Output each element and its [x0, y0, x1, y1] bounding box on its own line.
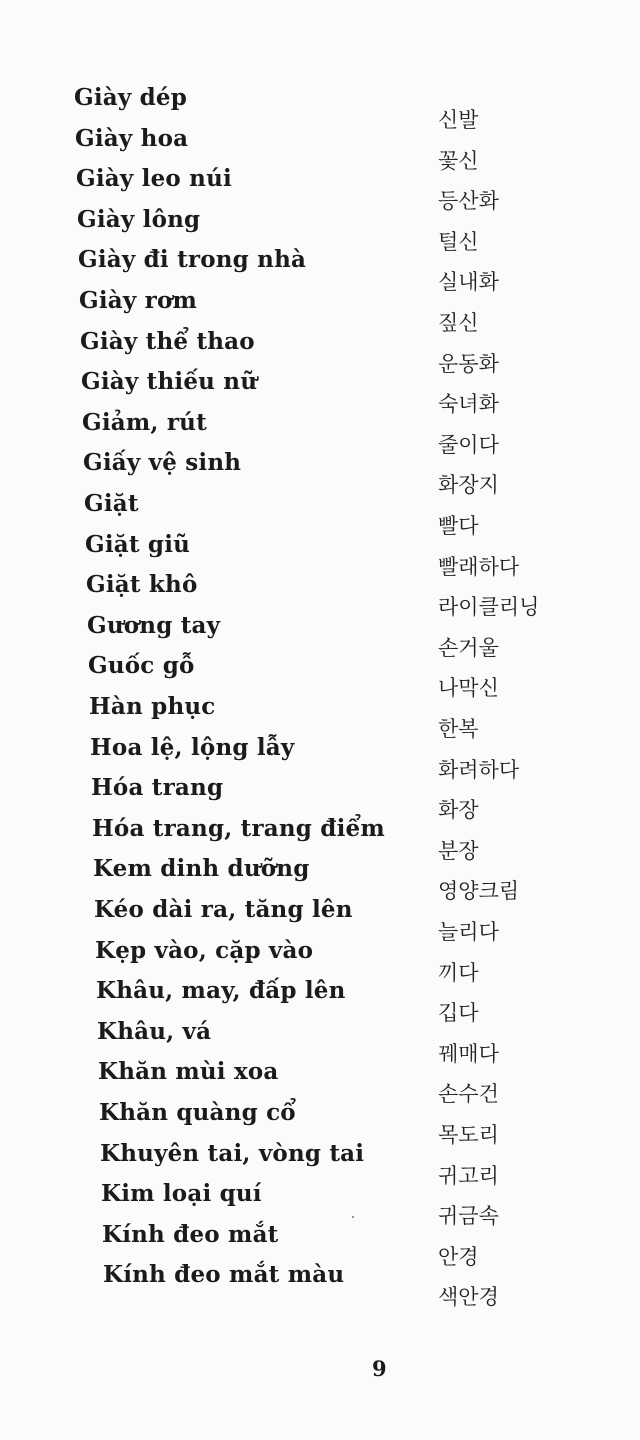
korean-term: 목도리: [438, 1123, 499, 1147]
korean-term: 귀금속: [438, 1204, 499, 1229]
entry-row: [0, 652, 640, 701]
korean-term: 화려하다: [438, 757, 520, 782]
entry-row: [0, 408, 640, 457]
entry-row: [0, 246, 640, 295]
entry-row: [0, 1017, 640, 1066]
vietnamese-term: Khuyên tai, vòng tai: [100, 1139, 365, 1167]
entry-row: [0, 936, 640, 985]
vietnamese-term: Khâu, may, đấp lên: [96, 977, 346, 1005]
vietnamese-term: Giày leo núi: [76, 165, 232, 193]
entry-row: [0, 287, 640, 335]
korean-term: 화장: [438, 798, 479, 823]
entry-row: [0, 1058, 640, 1107]
vietnamese-term: Giày dép: [74, 84, 188, 111]
entry-row: [0, 1139, 640, 1188]
korean-term: 색안경: [438, 1285, 499, 1310]
entry-row: [0, 1261, 640, 1310]
vietnamese-term: Giảm, rút: [82, 408, 207, 436]
vietnamese-term: Hóa trang: [91, 774, 224, 802]
vietnamese-term: Giày lông: [77, 205, 201, 233]
entry-row: [0, 449, 640, 498]
korean-term: 빨래하다: [438, 554, 520, 579]
vietnamese-term: Hàn phục: [89, 693, 216, 720]
korean-term: 짚신: [438, 311, 479, 335]
vietnamese-term: Giày hoa: [75, 124, 189, 152]
korean-term: 손거울: [438, 635, 499, 660]
vietnamese-term: Giặt: [84, 490, 139, 517]
entry-row: [0, 530, 640, 579]
entry-row: [0, 896, 640, 944]
vietnamese-term: Hoa lệ, lộng lẫy: [90, 733, 295, 761]
vietnamese-term: Kẹp vào, cặp vào: [95, 936, 314, 964]
korean-term: 손수건: [438, 1082, 499, 1107]
vietnamese-term: Kéo dài ra, tăng lên: [94, 896, 353, 923]
vietnamese-term: Giày thiếu nữ: [81, 368, 258, 396]
entry-row: [0, 855, 640, 904]
vietnamese-term: Giày thể thao: [80, 327, 255, 355]
korean-term: 깁다: [438, 1001, 479, 1026]
entry-row: [0, 733, 640, 782]
korean-term: 운동화: [438, 351, 499, 376]
vietnamese-term: Kim loại quí: [101, 1180, 262, 1208]
korean-term: 안경: [438, 1244, 479, 1269]
korean-term: 나막신: [438, 676, 499, 701]
korean-term: 라이클리닝: [438, 595, 540, 620]
entry-row: [0, 1099, 640, 1147]
korean-term: 등산화: [438, 189, 499, 214]
vietnamese-term: Kính đeo mắt màu: [103, 1261, 345, 1289]
entry-row: [0, 1180, 640, 1229]
entry-row: [0, 611, 640, 660]
korean-term: 꿰매다: [438, 1041, 499, 1066]
vietnamese-term: Kem dinh dưỡng: [93, 855, 310, 883]
vietnamese-term: Guốc gỗ: [88, 652, 195, 680]
korean-term: 줄이다: [438, 432, 499, 457]
korean-term: 실내화: [438, 270, 499, 295]
vietnamese-term: Kính đeo mắt: [102, 1220, 279, 1248]
entry-row: [0, 774, 640, 823]
vietnamese-term: Giày đi trong nhà: [78, 246, 307, 274]
print-speck: [352, 1216, 354, 1218]
vietnamese-term: Khâu, vá: [97, 1017, 212, 1045]
entry-row: [0, 814, 640, 863]
entry-row: [0, 977, 640, 1026]
korean-term: 귀고리: [438, 1163, 499, 1188]
vietnamese-term: Giặt khô: [86, 571, 198, 599]
vietnamese-term: Giày rơm: [79, 287, 198, 314]
korean-term: 영양크림: [438, 879, 520, 904]
korean-term: 털신: [438, 229, 479, 254]
page-number: 9: [372, 1356, 387, 1381]
korean-term: 분장: [438, 838, 479, 863]
vietnamese-term: Khăn quàng cổ: [99, 1099, 296, 1126]
vietnamese-term: Hóa trang, trang điểm: [92, 814, 385, 842]
entry-row: [0, 327, 640, 376]
korean-term: 빨다: [438, 514, 479, 538]
entry-row: [0, 693, 640, 741]
entry-row: [0, 490, 640, 538]
entry-row: [0, 205, 640, 254]
korean-term: 신발: [438, 108, 479, 132]
korean-term: 숙녀화: [438, 392, 499, 417]
korean-term: 늘리다: [438, 920, 499, 944]
entry-row: [0, 571, 640, 620]
vietnamese-term: Giặt giũ: [85, 530, 191, 558]
vietnamese-term: Khăn mùi xoa: [98, 1058, 279, 1086]
entry-row: [0, 165, 640, 214]
vietnamese-term: Gương tay: [87, 611, 221, 639]
vietnamese-term: Giấy vệ sinh: [83, 449, 242, 477]
korean-term: 끼다: [438, 960, 479, 985]
entry-row: [0, 84, 640, 132]
entry-row: [0, 368, 640, 417]
entry-row: [0, 124, 640, 173]
korean-term: 한복: [438, 717, 479, 741]
entry-row: [0, 1220, 640, 1269]
korean-term: 꽃신: [438, 148, 479, 173]
korean-term: 화장지: [438, 473, 499, 498]
